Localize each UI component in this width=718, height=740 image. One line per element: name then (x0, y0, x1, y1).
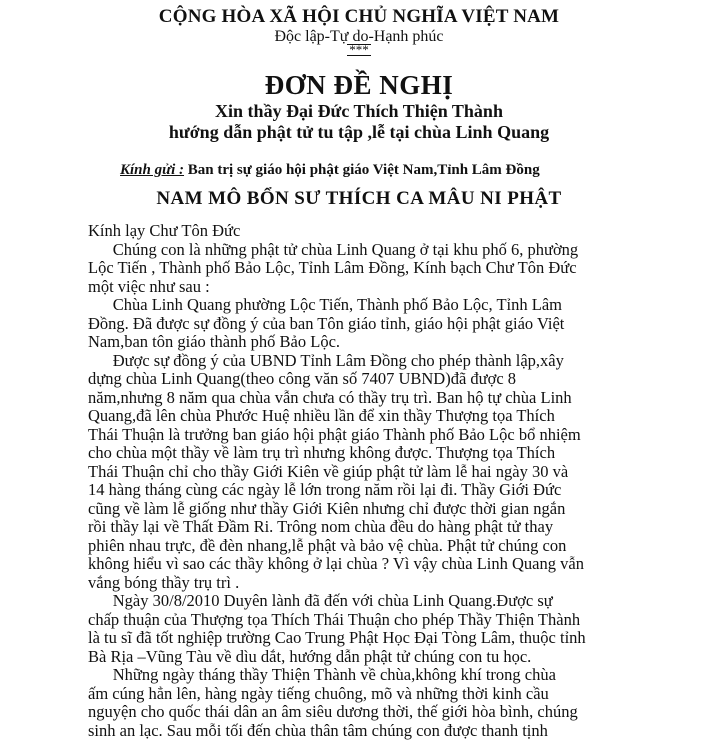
subtitle-line-2: hướng dẫn phật tử tu tập ,lễ tại chùa Linh Quang (0, 122, 718, 143)
motto: Độc lập-Tự do-Hạnh phúc (0, 28, 718, 46)
body-line: là tu sĩ đã tốt nghiệp trường Cao Trung Phật Học Đại Tòng Lâm, thuộc tỉnh (88, 629, 698, 648)
body-line: một việc như sau : (88, 278, 698, 297)
body-line: ấm cúng hẳn lên, hàng ngày tiếng chuông, mõ và những thời kinh cầu (88, 685, 698, 704)
body-line: Thái Thuận chỉ cho thầy Giới Kiên về giúp phật tử làm lễ hai ngày 30 và (88, 463, 698, 482)
document-title: ĐƠN ĐỀ NGHỊ (0, 70, 718, 101)
body-line: 14 hàng tháng cùng các ngày lễ lớn trong năm rồi lại đi. Thầy Giới Đức (88, 481, 698, 500)
body-line: Nam,ban tôn giáo thành phố Bảo Lộc. (88, 333, 698, 352)
body-text (88, 222, 698, 740)
body-line: Chúng con là những phật tử chùa Linh Quang ở tại khu phố 6, phường (88, 241, 698, 260)
body-line: Lộc Tiến , Thành phố Bảo Lộc, Tỉnh Lâm Đồng, Kính bạch Chư Tôn Đức (88, 259, 698, 278)
body-line: chấp thuận của Thượng tọa Thích Thái Thuận cho phép Thầy Thiện Thành (88, 611, 698, 630)
body-line: không hiểu vì sao các thầy không ở lại chùa ? Vì vậy chùa Linh Quang vẫn (88, 555, 698, 574)
body-line: Đồng. Đã được sự đồng ý của ban Tôn giáo tỉnh, giáo hội phật giáo Việt (88, 315, 698, 334)
body-line: sinh an lạc. Sau mỗi tối đến chùa thân tâm chúng con được thanh tịnh (88, 722, 698, 740)
subtitle-line-1: Xin thầy Đại Đức Thích Thiện Thành (0, 101, 718, 122)
body-line: Những ngày tháng thầy Thiện Thành về chùa,không khí trong chùa (88, 666, 698, 685)
body-line: nguyện cho quốc thái dân an âm siêu dương thời, thế giới hòa bình, chúng (88, 703, 698, 722)
body-line: Quang,đã lên chùa Phước Huệ nhiều lần để xin thầy Thượng tọa Thích (88, 407, 698, 426)
prayer-heading: NAM MÔ BỔN SƯ THÍCH CA MÂU NI PHẬT (0, 188, 718, 210)
body-line: dựng chùa Linh Quang(theo công văn số 7407 UBND)đã được 8 (88, 370, 698, 389)
divider-stars (0, 43, 718, 57)
body-line: rồi thầy lại về Thất Đầm Ri. Trông nom chùa đều do hàng phật tử thay (88, 518, 698, 537)
body-line: Bà Rịa –Vũng Tàu về dìu dắt, hướng dẫn phật tử chúng con tu học. (88, 648, 698, 667)
recipient-text: Ban trị sự giáo hội phật giáo Việt Nam,Tỉnh Lâm Đồng (188, 162, 540, 178)
recipient-label: Kính gửi : (120, 162, 184, 178)
body-line: phiên nhau trực, đề đèn nhang,lễ phật và bảo vệ chùa. Phật tử chúng con (88, 537, 698, 556)
body-line: cũng về làm lễ giống như thầy Giới Kiên nhưng chỉ được thời gian ngắn (88, 500, 698, 519)
body-line: Thái Thuận là trưởng ban giáo hội phật giáo Thành phố Bảo Lộc bổ nhiệm (88, 426, 698, 445)
body-line: Chùa Linh Quang phường Lộc Tiến, Thành phố Bảo Lộc, Tỉnh Lâm (88, 296, 698, 315)
national-title: CỘNG HÒA XÃ HỘI CHỦ NGHĨA VIỆT NAM (0, 6, 718, 28)
body-line: vắng bóng thầy trụ trì . (88, 574, 698, 593)
body-line: Được sự đồng ý của UBND Tỉnh Lâm Đồng cho phép thành lập,xây (88, 352, 698, 371)
stars-text: *** (347, 44, 371, 56)
body-line: Kính lạy Chư Tôn Đức (88, 222, 698, 241)
body-line: năm,nhưng 8 năm qua chùa vẫn chưa có thầy trụ trì. Ban hộ tự chùa Linh (88, 389, 698, 408)
body-line: Ngày 30/8/2010 Duyên lành đã đến với chùa Linh Quang.Được sự (88, 592, 698, 611)
body-line: cho chùa một thầy về làm trụ trì nhưng không được. Thượng tọa Thích (88, 444, 698, 463)
recipient-line (120, 162, 540, 179)
